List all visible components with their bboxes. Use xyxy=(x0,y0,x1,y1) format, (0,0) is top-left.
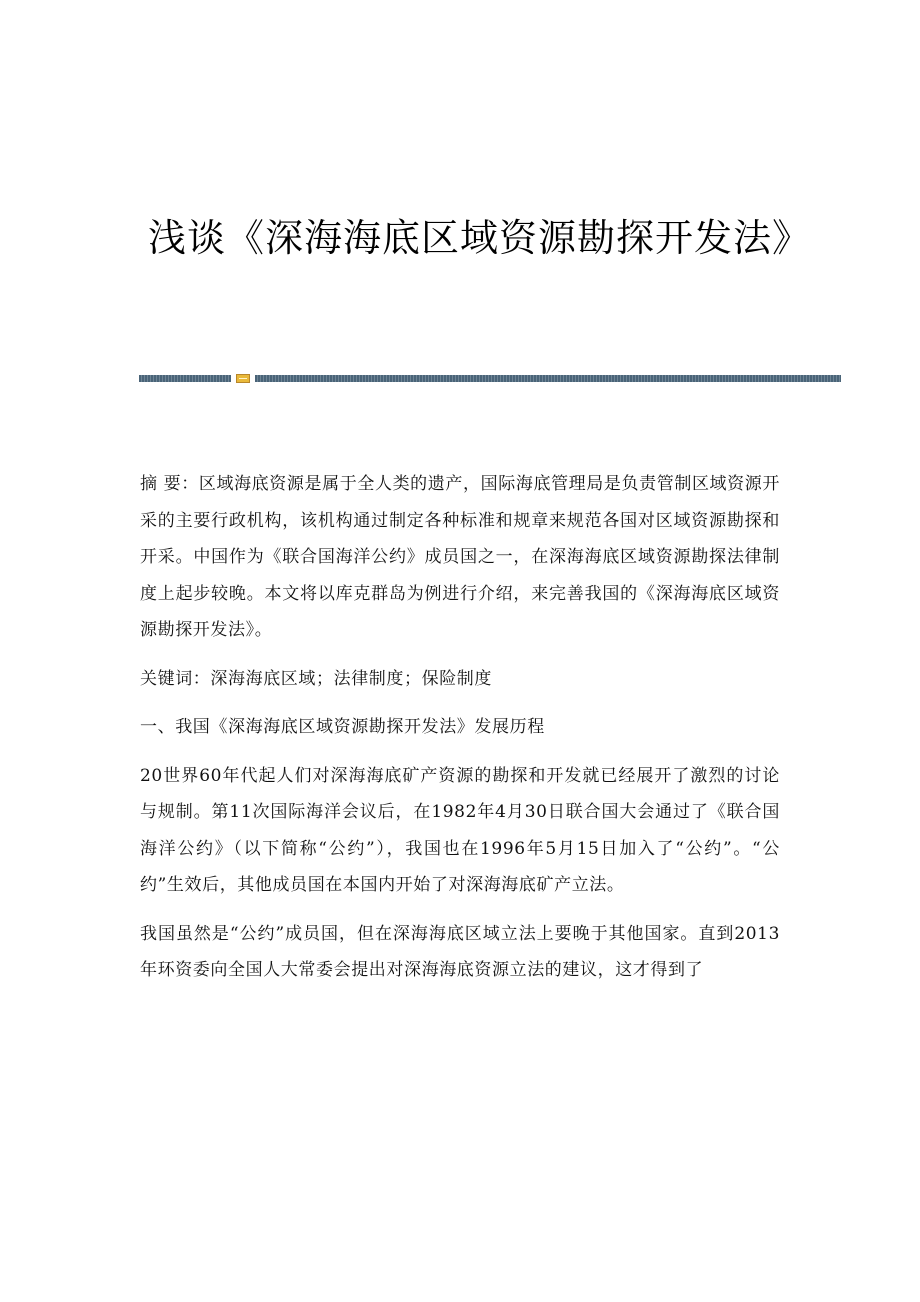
divider-ornament-icon xyxy=(236,374,250,383)
section-heading: 一、我国《深海海底区域资源勘探开发法》发展历程 xyxy=(140,717,545,737)
divider-right-segment xyxy=(255,375,841,382)
abstract-paragraph: 摘 要：区域海底资源是属于全人类的遗产，国际海底管理局是负责管制区域资源开采的主要行政机构，该机构通过制定各种标准和规章来规范各国对区域资源勘探和开采。中国作为《联合国海洋公约》成员国之一，在深海海底区域资源勘探法律制度上起步较晚。本文将以库克群岛为例进行介绍，来完善我国的《深海海底区域资源勘探开发法》。 xyxy=(140,474,780,640)
body-paragraph: 20世界60年代起人们对深海海底矿产资源的勘探和开发就已经展开了激烈的讨论与规制。第11次国际海洋会议后，在1982年4月30日联合国大会通过了《联合国海洋公约》（以下简称“公约”），我国也在1996年5月15日加入了“公约”。“公约”生效后，其他成员国在本国内开始了对深海海底矿产立法。 xyxy=(140,765,780,895)
document-body xyxy=(140,466,780,1001)
body-paragraph: 我国虽然是“公约”成员国，但在深海海底区域立法上要晚于其他国家。直到2013年环资委向全国人大常委会提出对深海海底资源立法的建议，这才得到了 xyxy=(140,923,780,980)
title-divider xyxy=(139,374,841,383)
divider-left-segment xyxy=(139,375,231,382)
document-title: 浅谈《深海海底区域资源勘探开发法》 xyxy=(148,216,812,260)
keywords-paragraph: 关键词：深海海底区域；法律制度；保险制度 xyxy=(140,668,492,689)
